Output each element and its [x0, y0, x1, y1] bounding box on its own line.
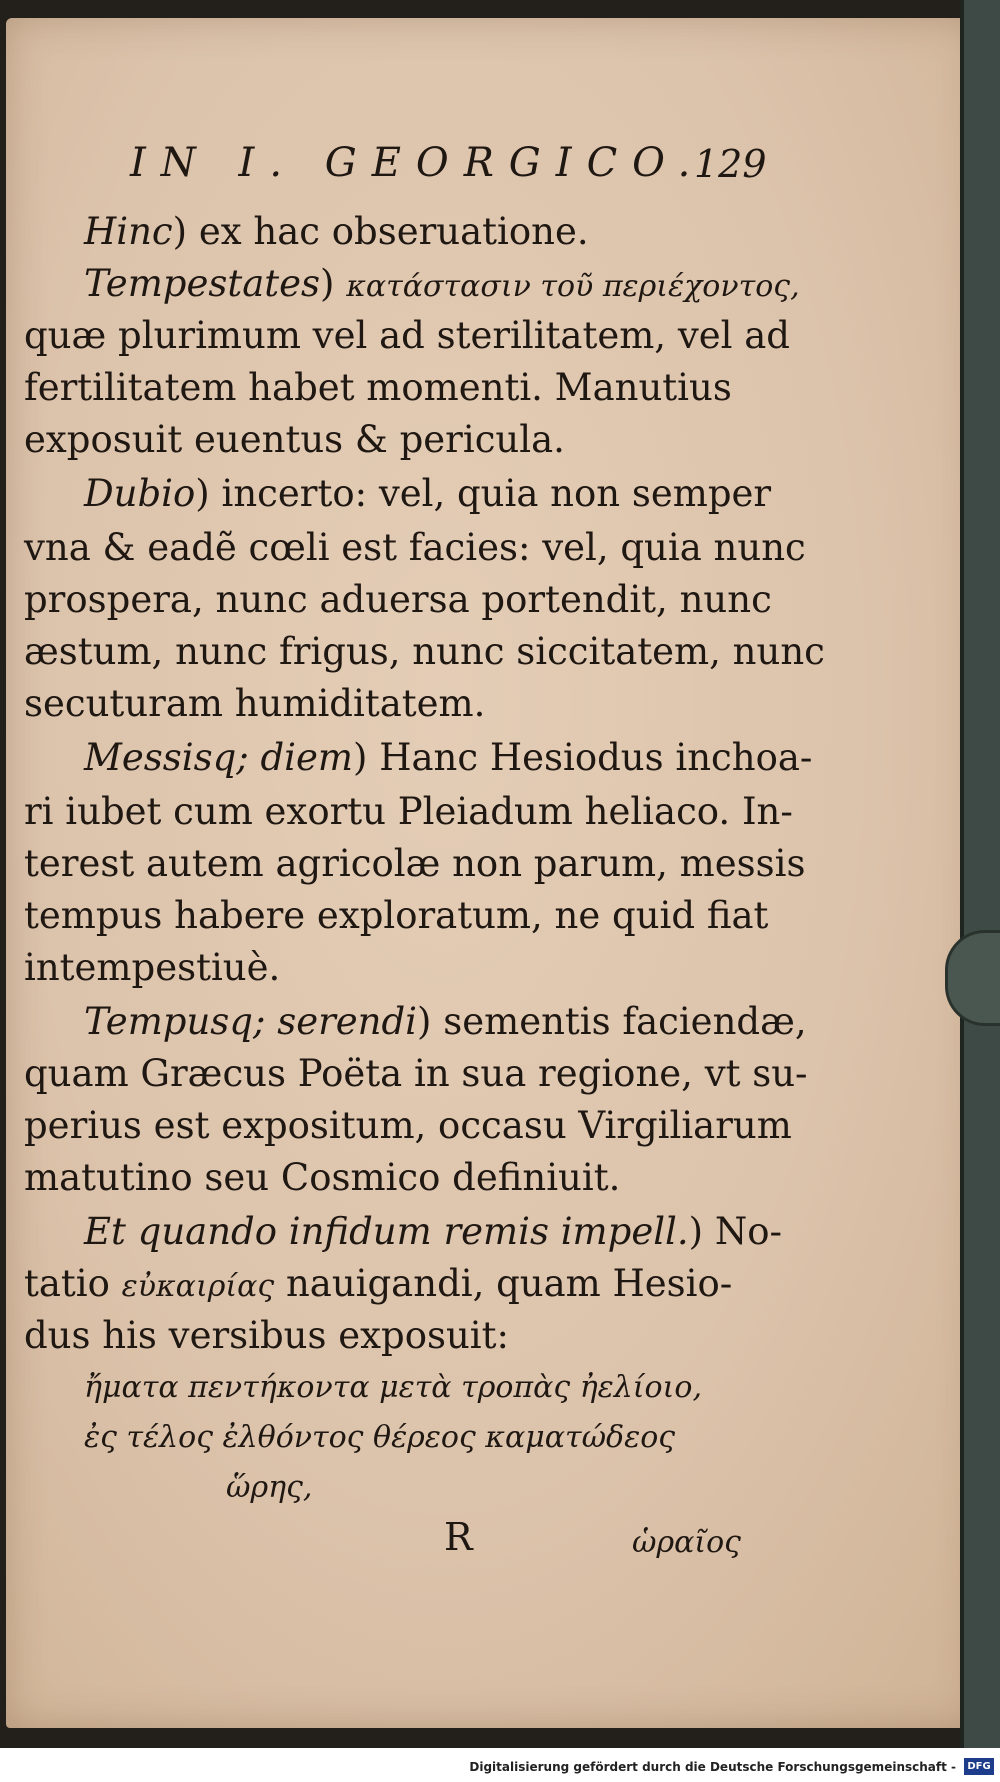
text-line: Dubio) incerto: vel, quia non semper	[84, 472, 772, 515]
catchword: ὡραῖος	[632, 1525, 741, 1560]
text-line: fertilitatem habet momenti. Manutius	[24, 366, 732, 409]
text-line: æstum, nunc frigus, nunc siccitatem, nunc	[24, 630, 825, 673]
text-line: quæ plurimum vel ad sterilitatem, vel ad	[24, 314, 790, 357]
text-line: matutino seu Cosmico definiuit.	[24, 1156, 621, 1199]
text-line: Messisq; diem) Hanc Hesiodus inchoa-	[84, 736, 813, 779]
text-line: quam Græcus Poëta in sua regione, vt su-	[24, 1052, 808, 1095]
page-number: 129	[694, 142, 767, 186]
dfg-logo: DFG	[964, 1758, 994, 1775]
text-line: Tempusq; serendi) sementis faciendæ,	[84, 1000, 807, 1043]
text-line: ri iubet cum exortu Pleiadum heliaco. In-	[24, 790, 793, 833]
text-line: perius est expositum, occasu Virgiliarum	[24, 1104, 792, 1147]
text-line: exposuit euentus & pericula.	[24, 418, 565, 461]
signature-mark: R	[444, 1515, 473, 1559]
text-line: Hinc) ex hac obseruatione.	[84, 210, 589, 253]
greek-verse-line: ἤματα πεντήκοντα μετὰ τροπὰς ἠελίοιο,	[84, 1370, 702, 1405]
text-line: tempus habere exploratum, ne quid fiat	[24, 894, 769, 937]
footer-credit: Digitalisierung gefördert durch die Deutsche Forschungsgemeinschaft -	[469, 1760, 956, 1774]
text-line: Et quando infidum remis impell.) No-	[84, 1210, 783, 1253]
greek-verse-line: ἐς τέλος ἐλθόντος θέρεος καματώδεος	[84, 1420, 676, 1455]
text-line: Tempestates) κατάστασιν τοῦ περιέχοντος,	[84, 262, 800, 305]
text-line: prospera, nunc aduersa portendit, nunc	[24, 578, 772, 621]
text-line: vna & eadẽ cœli est facies: vel, quia nunc	[24, 526, 806, 569]
text-line: dus his versibus exposuit:	[24, 1314, 509, 1357]
greek-verse-line: ὥρης,	[226, 1470, 313, 1505]
running-title: IN I. GEORGICO.	[130, 140, 706, 186]
text-line: tatio εὐκαιρίας nauigandi, quam Hesio-	[24, 1262, 733, 1305]
text-line: secuturam humiditatem.	[24, 682, 486, 725]
text-line: intempestiuè.	[24, 946, 281, 989]
book-board	[964, 0, 1000, 1782]
text-line: terest autem agricolæ non parum, messis	[24, 842, 806, 885]
